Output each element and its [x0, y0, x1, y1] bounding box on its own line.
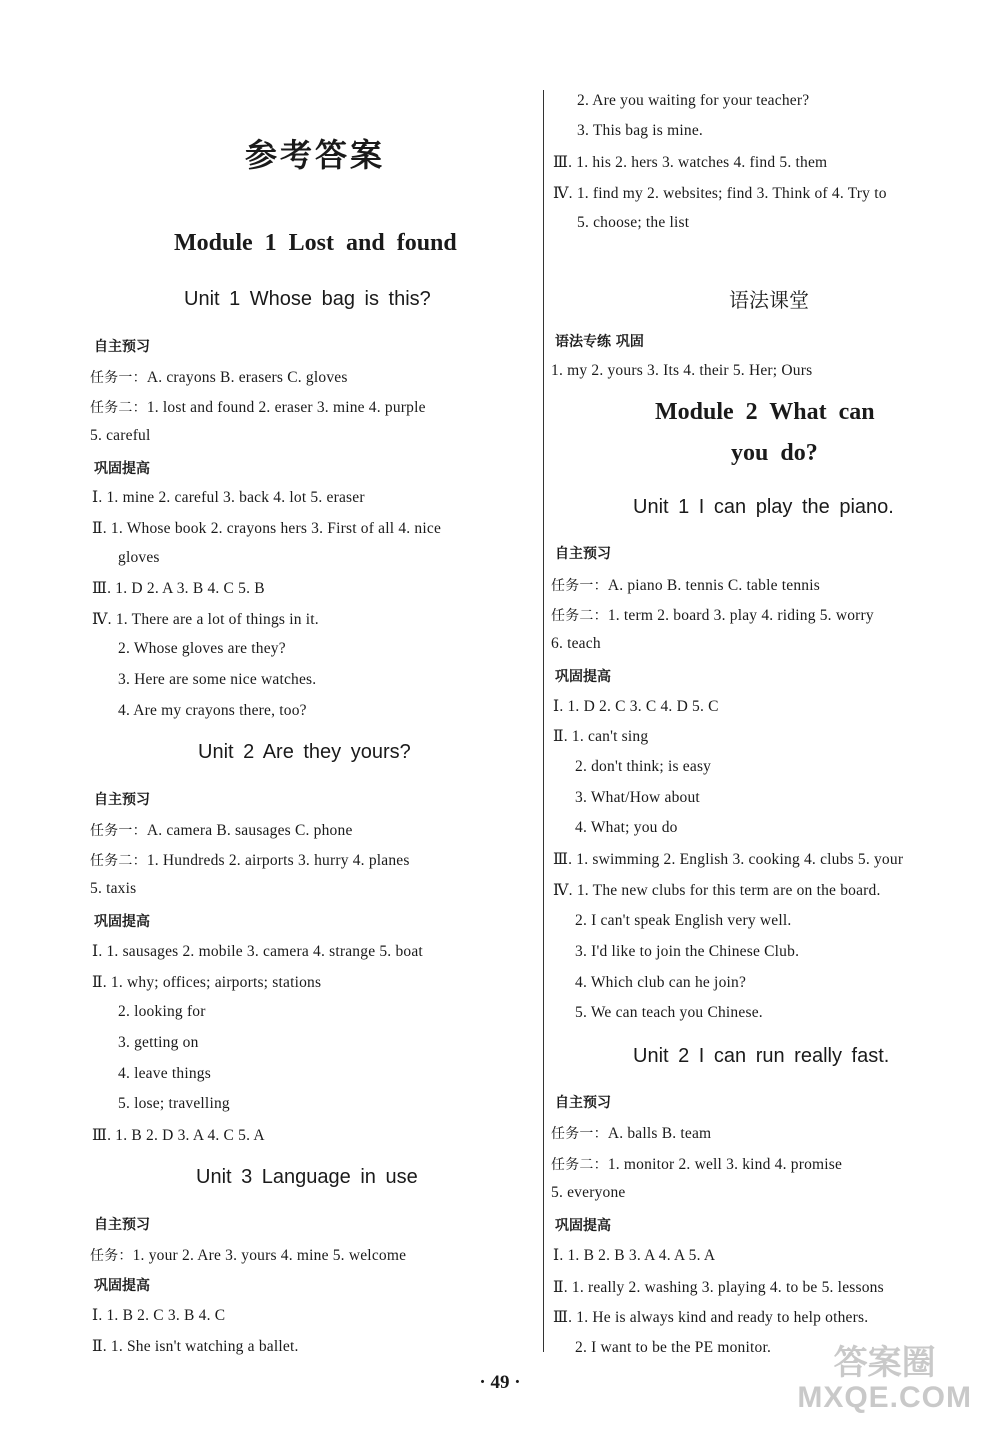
- unit-2-heading: Unit 2 Are they yours?: [198, 741, 411, 763]
- section-label-preview: 自主预习: [555, 546, 611, 562]
- section-label-consolidate: 巩固提高: [94, 461, 150, 477]
- answer-line: Ⅱ. 1. why; offices; airports; stations: [92, 974, 322, 991]
- answer-line: 5. choose; the list: [577, 214, 690, 231]
- answer-text: 1. monitor 2. well 3. kind 4. promise: [607, 1156, 843, 1173]
- module-1-heading: Module 1 Lost and found: [174, 230, 457, 256]
- section-label-preview: 自主预习: [555, 1095, 611, 1111]
- column-divider: [543, 90, 544, 1352]
- answer-line: 4. Are my crayons there, too?: [118, 702, 307, 719]
- page-title: 参考答案: [245, 136, 386, 174]
- answer-line: 4. Which club can he join?: [575, 974, 747, 991]
- unit-2-heading: Unit 2 I can run really fast.: [633, 1045, 890, 1067]
- answer-line: [551, 575, 820, 595]
- task-label: 任务二：: [90, 400, 147, 416]
- task-label: 任务一：: [90, 823, 147, 839]
- answer-line: Ⅰ. 1. B 2. B 3. A 4. A 5. A: [553, 1247, 716, 1264]
- answer-line: 2. don't think; is easy: [575, 758, 712, 775]
- answer-text: A. piano B. tennis C. table tennis: [607, 577, 820, 594]
- answer-line: Ⅰ. 1. D 2. C 3. C 4. D 5. C: [553, 698, 719, 715]
- unit-1-heading: Unit 1 I can play the piano.: [633, 496, 894, 518]
- section-label-consolidate: 巩固提高: [555, 669, 611, 685]
- section-label-consolidate: 巩固提高: [555, 1218, 611, 1234]
- answer-line: Ⅱ. 1. Whose book 2. crayons hers 3. First of all 4. nice: [92, 520, 442, 537]
- answer-line: 3. This bag is mine.: [577, 122, 703, 139]
- task-label: 任务一：: [90, 370, 147, 386]
- answer-line: [551, 1154, 842, 1174]
- answer-text: A. camera B. sausages C. phone: [146, 822, 353, 839]
- answer-line: Ⅰ. 1. B 2. C 3. B 4. C: [92, 1307, 226, 1324]
- answer-line: gloves: [118, 549, 160, 566]
- answer-line: 3. Here are some nice watches.: [118, 671, 317, 688]
- task-label: 任务二：: [551, 1157, 608, 1173]
- answer-line: [551, 1123, 711, 1143]
- page-number: · 49 ·: [479, 1372, 521, 1393]
- answer-line: [90, 397, 426, 417]
- answer-text: A. balls B. team: [607, 1125, 712, 1142]
- answer-line: Ⅲ. 1. his 2. hers 3. watches 4. find 5. them: [553, 154, 828, 171]
- answer-line: 4. What; you do: [575, 819, 678, 836]
- answer-line: 2. Whose gloves are they?: [118, 640, 286, 657]
- grammar-heading: 语法课堂: [729, 288, 809, 312]
- answer-line: Ⅳ. 1. find my 2. websites; find 3. Think of 4. Try to: [553, 185, 887, 202]
- answer-text: 1. Hundreds 2. airports 3. hurry 4. planes: [146, 852, 410, 869]
- answer-line: Ⅰ. 1. sausages 2. mobile 3. camera 4. strange 5. boat: [92, 943, 423, 960]
- section-label-preview: 自主预习: [94, 339, 150, 355]
- unit-1-heading: Unit 1 Whose bag is this?: [184, 288, 431, 310]
- answer-line: Ⅱ. 1. can't sing: [553, 728, 649, 745]
- answer-line: Ⅱ. 1. She isn't watching a ballet.: [92, 1338, 299, 1355]
- answer-line: Ⅲ. 1. swimming 2. English 3. cooking 4. clubs 5. your: [553, 851, 904, 868]
- module-2-heading: Module 2 What can: [655, 399, 875, 425]
- task-label: 任务一：: [551, 578, 608, 594]
- answer-line: 2. I can't speak English very well.: [575, 912, 792, 929]
- answer-line: 5. lose; travelling: [118, 1095, 230, 1112]
- answer-text: 1. lost and found 2. eraser 3. mine 4. purple: [146, 399, 426, 416]
- watermark-logo: [797, 1342, 972, 1414]
- answer-line: 2. Are you waiting for your teacher?: [577, 92, 810, 109]
- answer-line: [90, 820, 353, 840]
- answer-line: 2. I want to be the PE monitor.: [575, 1339, 772, 1356]
- answer-line: 1. my 2. yours 3. Its 4. their 5. Her; Ours: [551, 362, 813, 379]
- answer-line: 5. everyone: [551, 1184, 626, 1201]
- answer-line: Ⅲ. 1. D 2. A 3. B 4. C 5. B: [92, 580, 265, 597]
- answer-line: 3. getting on: [118, 1034, 199, 1051]
- answer-line: 5. We can teach you Chinese.: [575, 1004, 763, 1021]
- answer-text: A. crayons B. erasers C. gloves: [146, 369, 348, 386]
- task-label: 任务二：: [90, 853, 147, 869]
- answer-line: Ⅳ. 1. There are a lot of things in it.: [92, 611, 319, 628]
- answer-line: Ⅲ. 1. He is always kind and ready to help others.: [553, 1309, 869, 1326]
- watermark-line-2: MXQE.COM: [797, 1380, 972, 1414]
- answer-line: Ⅱ. 1. really 2. washing 3. playing 4. to be 5. lessons: [553, 1279, 884, 1296]
- answer-line: 5. taxis: [90, 880, 137, 897]
- answer-line: 2. looking for: [118, 1003, 206, 1020]
- answer-line: 4. leave things: [118, 1065, 211, 1082]
- task-label: 任务一：: [551, 1126, 608, 1142]
- answer-line: 5. careful: [90, 427, 151, 444]
- answer-line: [90, 1245, 406, 1265]
- task-label: 任务：: [90, 1248, 133, 1264]
- answer-line: 6. teach: [551, 635, 601, 652]
- watermark-line-1: 答案圈: [833, 1342, 936, 1383]
- answer-text: 1. your 2. Are 3. yours 4. mine 5. welcome: [132, 1247, 407, 1264]
- answer-text: 1. term 2. board 3. play 4. riding 5. worry: [607, 607, 874, 624]
- answer-line: 3. What/How about: [575, 789, 700, 806]
- section-label-consolidate: 巩固提高: [94, 1278, 150, 1294]
- section-label-preview: 自主预习: [94, 792, 150, 808]
- answer-line: [551, 605, 874, 625]
- grammar-section-label: 语法专练 巩固: [555, 334, 644, 350]
- section-label-consolidate: 巩固提高: [94, 914, 150, 930]
- answer-line: Ⅰ. 1. mine 2. careful 3. back 4. lot 5. eraser: [92, 489, 365, 506]
- task-label: 任务二：: [551, 608, 608, 624]
- answer-line: [90, 850, 410, 870]
- answer-line: [90, 367, 348, 387]
- unit-3-heading: Unit 3 Language in use: [196, 1166, 418, 1188]
- section-label-preview: 自主预习: [94, 1217, 150, 1233]
- answer-line: Ⅲ. 1. B 2. D 3. A 4. C 5. A: [92, 1127, 265, 1144]
- answer-line: 3. I'd like to join the Chinese Club.: [575, 943, 800, 960]
- module-2-heading-cont: you do?: [731, 440, 818, 466]
- answer-line: Ⅳ. 1. The new clubs for this term are on the board.: [553, 882, 881, 899]
